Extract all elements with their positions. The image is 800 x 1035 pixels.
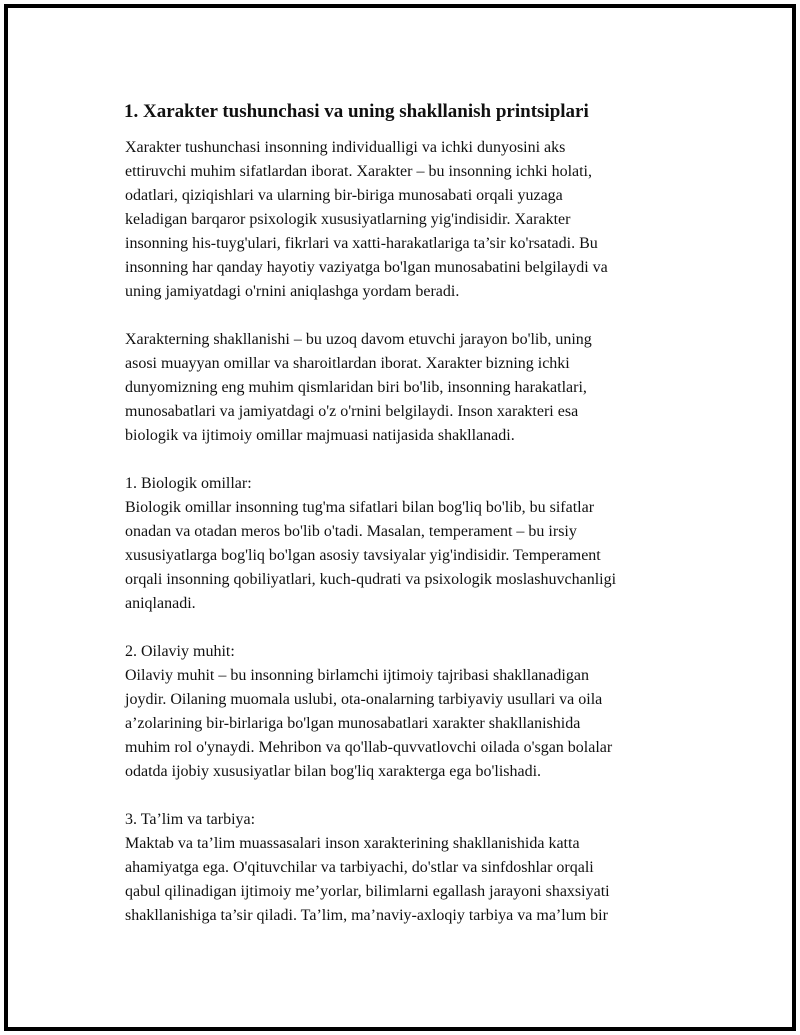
page-frame bbox=[4, 4, 796, 1031]
section-heading: 1. Xarakter tushunchasi va uning shakllanish printsiplari bbox=[124, 101, 589, 122]
paragraph-character-formation: Xarakterning shakllanishi – bu uzoq davom etuvchi jarayon bo'lib, uning asosi muayyan omillar va sharoitlardan iborat. Xarakter bizning ichki dunyomizning eng muhim qismlaridan biri bo'lib, insonning harakatlari, munosabatlari va jamiyatdagi o'z o'rnini belgilaydi. Inson xarakteri esa biologik va ijtimoiy omillar majmuasi natijasida shakllanadi. bbox=[125, 331, 592, 444]
paragraph-biological-factors: 1. Biologik omillar: Biologik omillar insonning tug'ma sifatlari bilan bog'liq bo'lib, bu sifatlar onadan va otadan meros bo'lib o'tadi. Masalan, temperament – bu irsiy xususiyatlarga bog'liq bo'lgan asosiy tavsiyalar yig'indisidir. Temperament orqali insonning qobiliyatlari, kuch-qudrati va psixologik moslashuvchanligi aniqlanadi. bbox=[125, 475, 617, 612]
paragraph-family-environment: 2. Oilaviy muhit: Oilaviy muhit – bu insonning birlamchi ijtimoiy tajribasi shakllanadigan joydir. Oilaning muomala uslubi, ota-onalarning tarbiyaviy usullari va oila a’zolarining bir-birlariga bo'lgan munosabatlari xarakter shakllanishida muhim rol o'ynaydi. Mehribon va qo'llab-quvvatlovchi oilada o'sgan bolalar odatda ijobiy xususiyatlar bilan bog'liq xarakterga ega bo'lishadi. bbox=[125, 643, 613, 780]
paragraph-character-concept: Xarakter tushunchasi insonning individualligi va ichki dunyosini aks ettiruvchi muhim sifatlardan iborat. Xarakter – bu insonning ichki holati, odatlari, qiziqishlari va ularning bir-biriga munosabati orqali yuzaga keladigan barqaror psixologik xususiyatlarning yig'indisidir. Xarakter insonning his-tuyg'ulari, fikrlari va xatti-harakatlariga ta’sir ko'rsatadi. Bu insonning har qanday hayotiy vaziyatga bo'lgan munosabatini belgilaydi va uning jamiyatdagi o'rnini aniqlashga yordam beradi. bbox=[125, 139, 608, 300]
document-body bbox=[121, 100, 681, 928]
paragraph-education-upbringing: 3. Ta’lim va tarbiya: Maktab va ta’lim muassasalari inson xarakterining shakllanishida katta ahamiyatga ega. O'qituvchilar va tarbiyachi, do'stlar va sinfdoshlar orqali qabul qilinadigan ijtimoiy me’yorlar, bilimlarni egallash jarayoni shaxsiyati shakllanishiga ta’sir qiladi. Ta’lim, ma’naviy-axloqiy tarbiya va ma’lum bir bbox=[125, 811, 610, 924]
